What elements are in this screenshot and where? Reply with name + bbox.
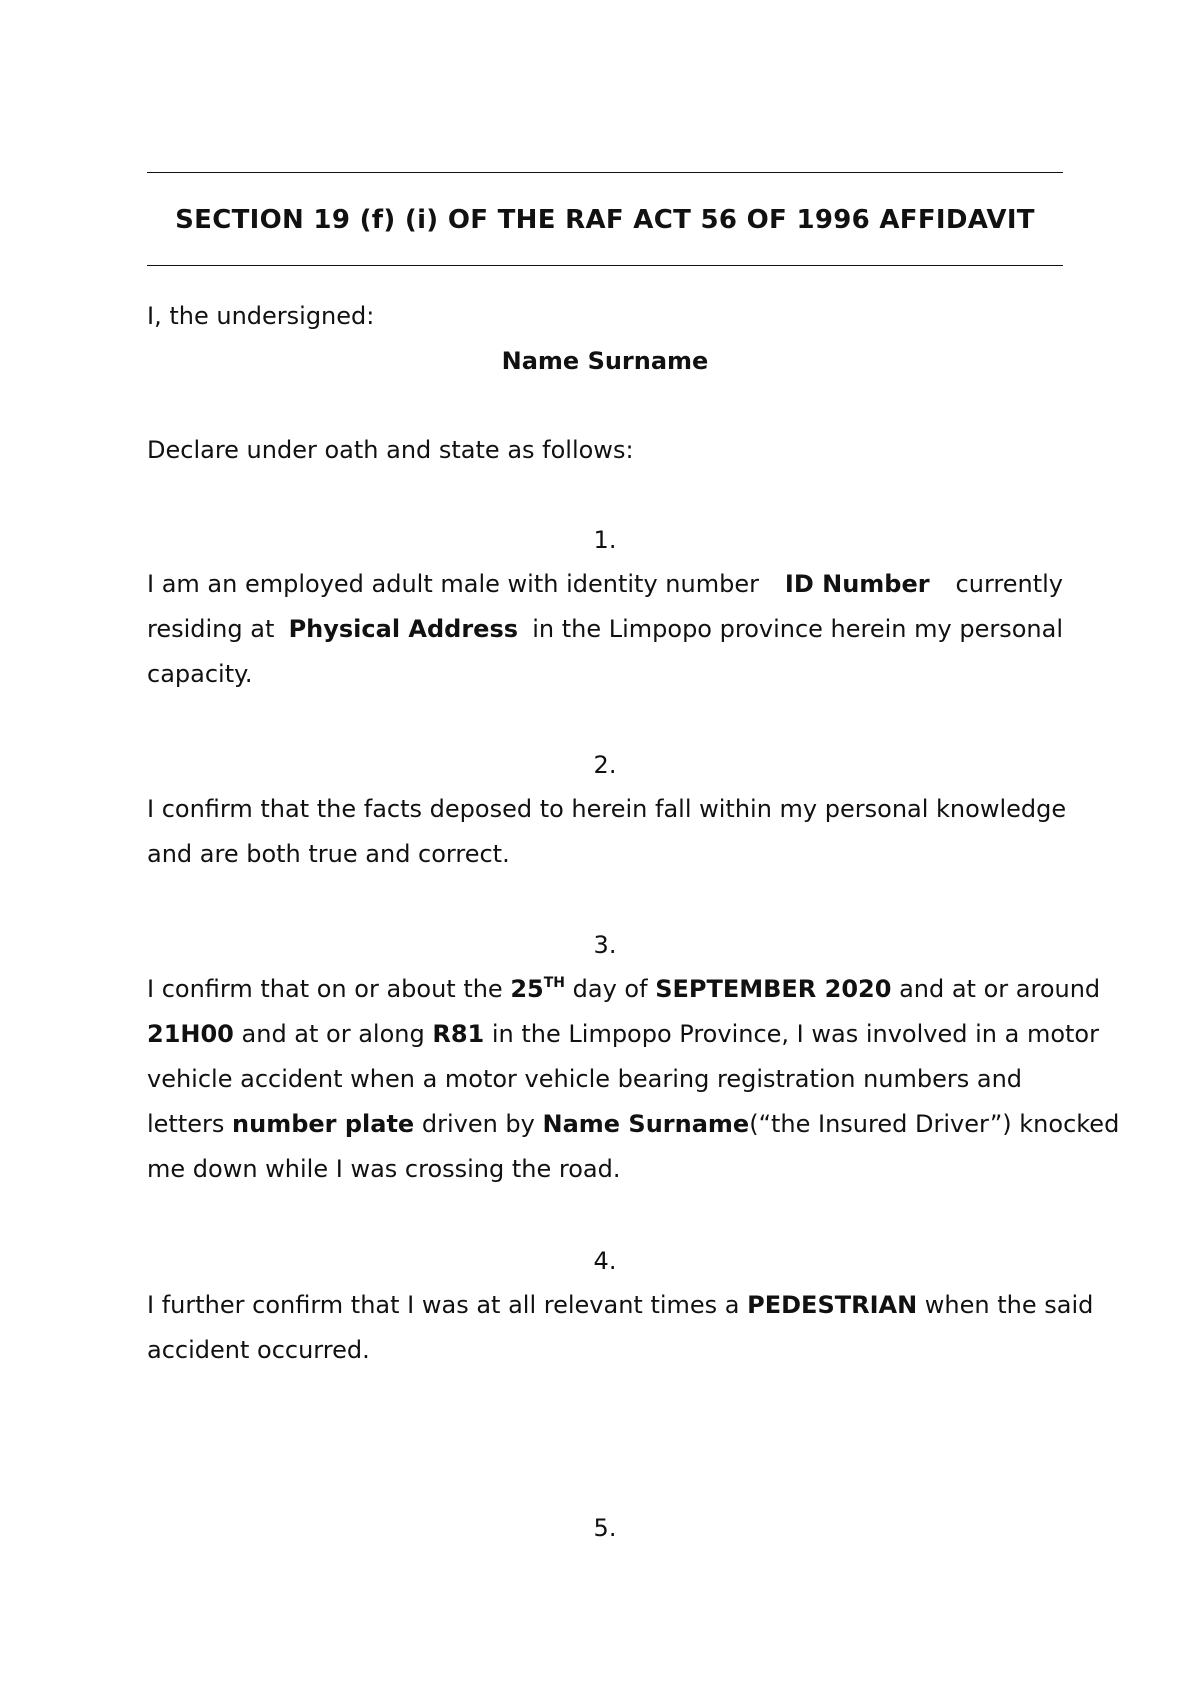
- paragraph-4-line-1: [147, 1283, 1094, 1328]
- paragraph-number-3: 3.: [593, 931, 617, 959]
- paragraph-number-4: 4.: [593, 1247, 617, 1275]
- intro-line: I, the undersigned:: [147, 302, 375, 330]
- text-run: when the said: [917, 1291, 1094, 1319]
- paragraph-1-line-1: [147, 562, 1063, 607]
- paragraph-3-line-2: [147, 1012, 1099, 1057]
- text-run: in the Limpopo Province, I was involved in a motor: [484, 1020, 1099, 1048]
- paragraph-3-line-5: me down while I was crossing the road.: [147, 1155, 621, 1183]
- physical-address-placeholder: Physical Address: [288, 615, 519, 643]
- text-run: day of: [565, 975, 656, 1003]
- title-top-rule: [147, 172, 1063, 173]
- paragraph-3-line-3: [147, 1057, 1063, 1102]
- paragraph-4-line-2: accident occurred.: [147, 1336, 370, 1364]
- text-run: driven by: [414, 1110, 543, 1138]
- text-run: currently: [947, 570, 1063, 598]
- paragraph-3-line-4: [147, 1102, 1120, 1147]
- insured-driver-name: Name Surname: [542, 1110, 750, 1138]
- text-run: I confirm that on or about the: [147, 975, 511, 1003]
- text-run: letters: [147, 1110, 233, 1138]
- road-name: R81: [432, 1020, 485, 1048]
- text-run: and at or along: [233, 1020, 433, 1048]
- accident-day: [510, 967, 565, 1012]
- paragraph-number-2: 2.: [593, 751, 617, 779]
- title-bottom-rule: [147, 265, 1063, 266]
- paragraph-1-line-2: [147, 607, 1063, 652]
- text-run: and at or around: [891, 975, 1101, 1003]
- text-run: residing at: [147, 615, 282, 643]
- text-run: I confirm that the facts deposed to herein fall within my personal knowledge: [147, 795, 1067, 823]
- paragraph-number-5: 5.: [593, 1514, 617, 1542]
- day-number: 25: [510, 975, 544, 1003]
- paragraph-1-line-3: capacity.: [147, 660, 253, 688]
- paragraph-3: [147, 967, 1120, 1192]
- text-run: vehicle accident when a motor vehicle bearing registration numbers and: [147, 1065, 1023, 1093]
- deponent-name: Name Surname: [501, 347, 709, 375]
- paragraph-4: [147, 1283, 1094, 1373]
- paragraph-1: [147, 562, 1063, 697]
- text-run: I am an employed adult male with identity number: [147, 570, 767, 598]
- paragraph-number-1: 1.: [593, 526, 617, 554]
- id-number-placeholder: ID Number: [784, 570, 930, 598]
- text-run: I further confirm that I was at all relevant times a: [147, 1291, 748, 1319]
- text-run: in the Limpopo province herein my personal: [524, 615, 1063, 643]
- number-plate-placeholder: number plate: [232, 1110, 415, 1138]
- paragraph-3-line-1: [147, 967, 1101, 1012]
- text-run: (“the Insured Driver”) knocked: [749, 1110, 1120, 1138]
- paragraph-2-line-1: [147, 787, 1067, 832]
- accident-time: 21H00: [147, 1020, 234, 1048]
- declaration-line: Declare under oath and state as follows:: [147, 436, 634, 464]
- paragraph-2-line-2: and are both true and correct.: [147, 840, 510, 868]
- accident-month-year: SEPTEMBER 2020: [655, 975, 892, 1003]
- document-title: SECTION 19 (f) (i) OF THE RAF ACT 56 OF 1996 AFFIDAVIT: [175, 205, 1035, 235]
- pedestrian-status: PEDESTRIAN: [747, 1291, 918, 1319]
- day-ordinal-suffix: TH: [543, 975, 566, 991]
- paragraph-2: [147, 787, 1067, 877]
